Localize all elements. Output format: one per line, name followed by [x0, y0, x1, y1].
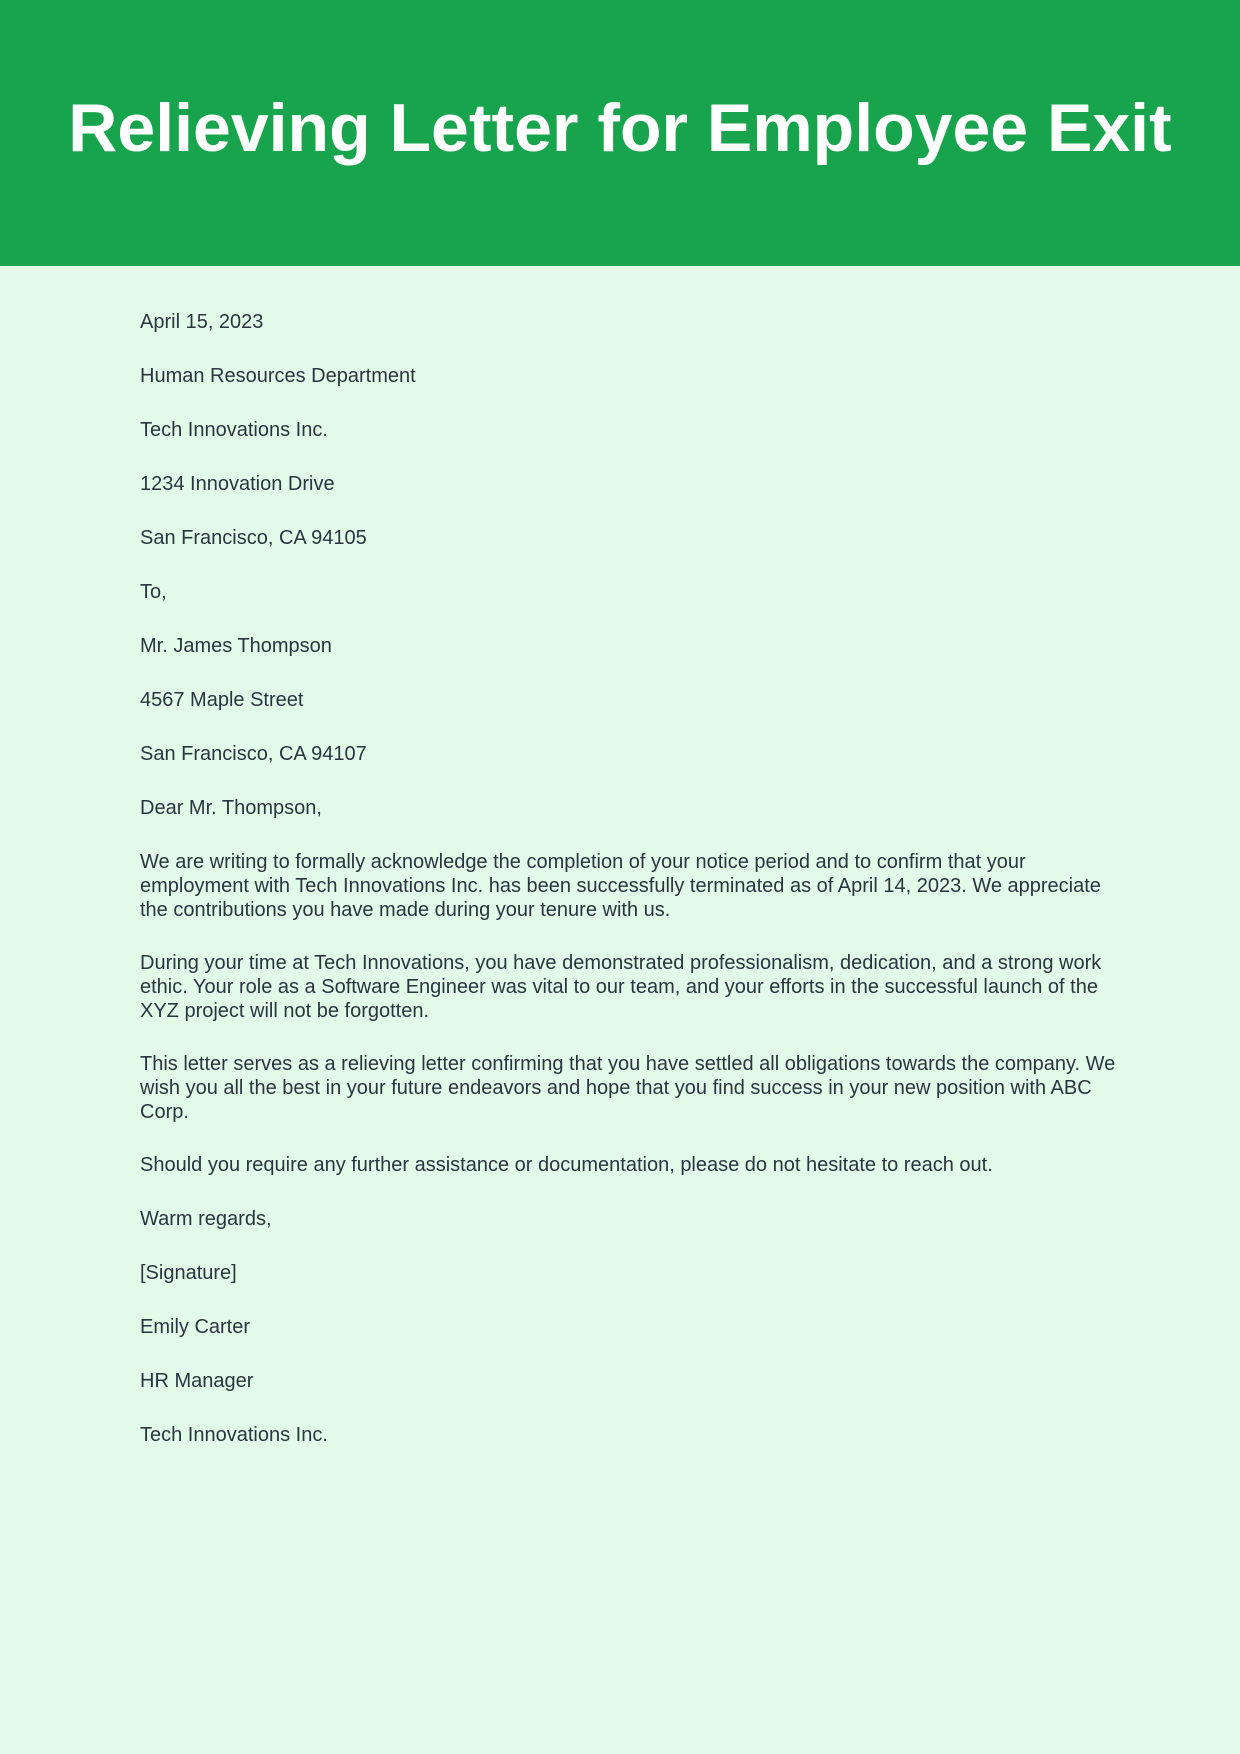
- body-paragraph-1: We are writing to formally acknowledge the completion of your notice period and to confirm that your employment with Tech Innovations Inc. has been successfully terminated as of April 14, 2023. We appreciate the contributions you have made during your tenure with us.: [140, 851, 1101, 921]
- sender-department: Human Resources Department: [140, 365, 416, 387]
- recipient-name: Mr. James Thompson: [140, 635, 332, 657]
- letter-body: [140, 310, 1120, 1477]
- signature-placeholder: [Signature]: [140, 1262, 237, 1284]
- signer-company: Tech Innovations Inc.: [140, 1424, 328, 1446]
- sender-address-line2: San Francisco, CA 94105: [140, 527, 367, 549]
- closing: Warm regards,: [140, 1208, 272, 1230]
- letter-date: April 15, 2023: [140, 311, 264, 333]
- signer-title: HR Manager: [140, 1370, 254, 1392]
- sender-address-line1: 1234 Innovation Drive: [140, 473, 335, 495]
- sender-company: Tech Innovations Inc.: [140, 419, 328, 441]
- recipient-address-line1: 4567 Maple Street: [140, 689, 304, 711]
- body-paragraph-3: This letter serves as a relieving letter confirming that you have settled all obligations towards the company. We wish you all the best in your future endeavors and hope that you find success in your new position with ABC Corp.: [140, 1053, 1116, 1123]
- to-label: To,: [140, 581, 167, 603]
- body-paragraph-2: During your time at Tech Innovations, you have demonstrated professionalism, dedication, and a strong work ethic. Your role as a Software Engineer was vital to our team, and your efforts in the successful launch of the XYZ project will not be forgotten.: [140, 952, 1102, 1022]
- page-title: Relieving Letter for Employee Exit: [68, 90, 1172, 166]
- letter-header: [0, 0, 1240, 266]
- body-paragraph-4: Should you require any further assistance or documentation, please do not hesitate to reach out.: [140, 1154, 993, 1176]
- signer-name: Emily Carter: [140, 1316, 251, 1338]
- recipient-address-line2: San Francisco, CA 94107: [140, 743, 367, 765]
- salutation: Dear Mr. Thompson,: [140, 797, 322, 819]
